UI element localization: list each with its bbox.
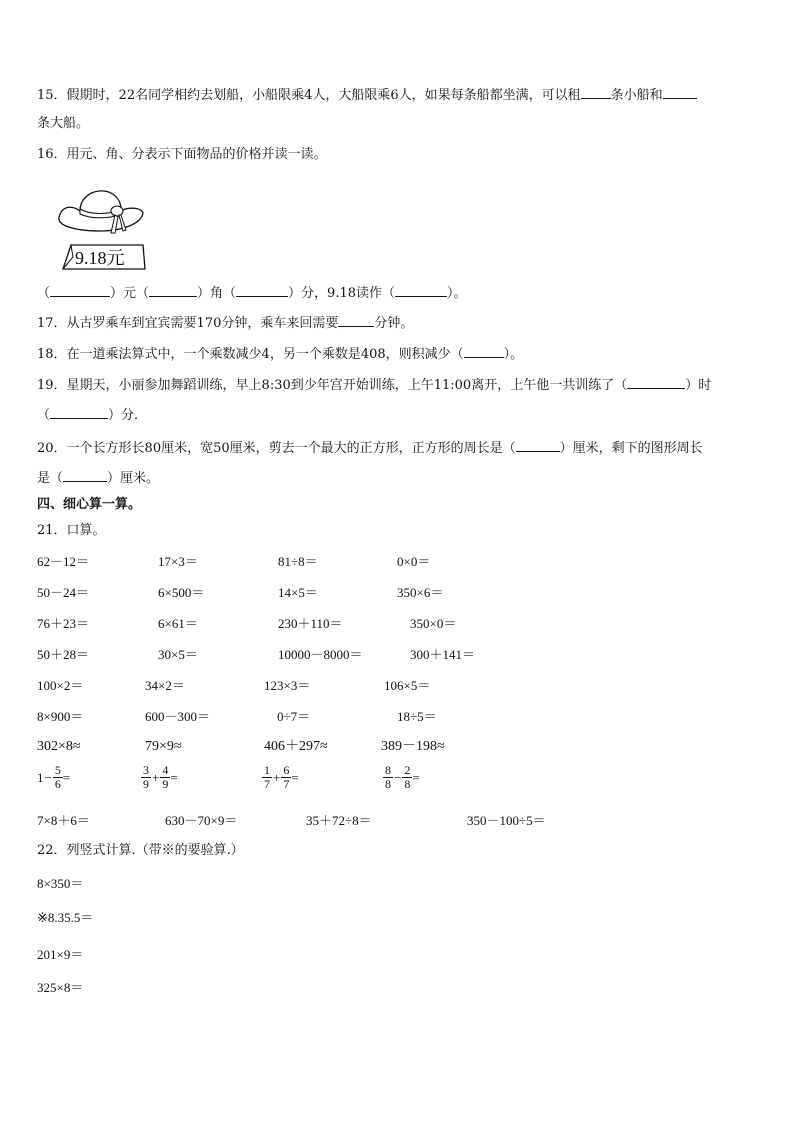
fraction-4-a-num: 8: [385, 763, 391, 777]
fraction-3-op: +: [273, 769, 281, 785]
question-16: [37, 147, 327, 163]
fraction-3-a-den: 7: [264, 777, 270, 791]
question-20-line1: [37, 439, 703, 457]
fraction-2-a: [141, 764, 151, 791]
q16-paren-3: ）角（: [197, 286, 237, 301]
q17-text-end: 分钟。: [374, 316, 414, 331]
question-15-line1: [37, 86, 697, 104]
question-19-line2: [37, 406, 138, 424]
calc-r2c3: 14×5＝: [278, 585, 318, 600]
fraction-2-b-den: 9: [162, 777, 169, 791]
vertical-calc-2: ※8.35.5＝: [37, 910, 94, 925]
calc-r2c1: 50－24＝: [37, 585, 90, 600]
calc-r5c1: 100×2＝: [37, 678, 84, 693]
fraction-4-b-den: 8: [404, 777, 411, 791]
calc-r1c2: 17×3＝: [158, 554, 198, 569]
vertical-calc-4: 325×8＝: [37, 980, 84, 995]
calc-r5c3: 123×3＝: [264, 678, 311, 693]
fraction-2-op: +: [152, 769, 160, 785]
q16-paren-2: ）元（: [110, 286, 150, 301]
q20-text: 20．一个长方形长80厘米，宽50厘米，剪去一个最大的正方形，正方形的周长是（: [37, 441, 516, 456]
q20-paren: 是（: [37, 471, 64, 486]
q15-blank-small-boats[interactable]: [581, 86, 611, 99]
calc-r3c4: 350×0＝: [410, 616, 457, 631]
calc-r5c4: 106×5＝: [384, 678, 431, 693]
calc-r6c3: 0÷7＝: [277, 709, 311, 724]
calc-r7c3: 406＋297≈: [264, 739, 328, 754]
q17-blank[interactable]: [338, 314, 374, 327]
q19-blank-hours[interactable]: [627, 376, 685, 389]
q18-blank[interactable]: [464, 345, 504, 358]
q16-paren-1: （: [37, 286, 51, 301]
fraction-expr-3: [262, 764, 299, 791]
q19-text-hours: ）时: [685, 378, 712, 393]
q15-mid: 条小船和: [610, 88, 663, 103]
q16-paren-5: ）。: [447, 286, 467, 301]
calc-r6c4: 18÷5＝: [397, 709, 437, 724]
calc-r3c3: 230＋110＝: [278, 616, 343, 631]
question-19-line1: [37, 376, 711, 394]
question-18: [37, 345, 523, 363]
question-20-line2: [37, 469, 159, 487]
fraction-4-b-num: 2: [404, 763, 411, 777]
fraction-3-eq: =: [291, 769, 299, 785]
calc-r1c4: 0×0＝: [397, 554, 431, 569]
fraction-1-op: −: [44, 769, 52, 785]
fraction-2-a-den: 9: [143, 777, 149, 791]
fraction-3-b: [281, 764, 291, 791]
q17-text: 17．从古罗乘车到宜宾需要170分钟，乘车来回需要: [37, 316, 339, 331]
question-16-answer: [37, 284, 467, 302]
vertical-calc-1: 8×350＝: [37, 876, 84, 891]
hat-image: [55, 173, 147, 273]
fraction-2-eq: =: [170, 769, 178, 785]
calc-r3c1: 76＋23＝: [37, 616, 90, 631]
calc-r2c4: 350×6＝: [397, 585, 444, 600]
question-15-line2: [37, 116, 89, 132]
q16-text: 16．用元、角、分表示下面物品的价格并读一读。: [37, 147, 327, 162]
fraction-1-eq: =: [62, 769, 71, 785]
q16-blank-fen[interactable]: [236, 284, 288, 297]
question-22-label: 22．列竖式计算.（带※的要验算.）: [37, 843, 244, 858]
calc-r7c4: 389－198≈: [381, 739, 445, 754]
calc-r4c2: 30×5＝: [158, 647, 198, 662]
fraction-3-b-num: 6: [283, 763, 290, 777]
q20-text-mid: ）厘米，剩下的图形周长: [559, 441, 703, 456]
fraction-4-b: [402, 764, 412, 791]
calc-r1c1: 62－12＝: [37, 554, 90, 569]
price-tag-label: 9.18元: [75, 248, 125, 268]
fraction-4-eq: =: [412, 769, 420, 785]
q16-blank-read[interactable]: [395, 284, 447, 297]
fraction-2-a-num: 3: [143, 763, 149, 777]
fraction-1-b-den: 6: [54, 777, 61, 791]
calc-r9c2: 630－70×9＝: [165, 813, 238, 828]
fraction-expr-1: [37, 764, 70, 791]
calc-r7c1: 302×8≈: [37, 739, 81, 754]
vertical-calc-3: 201×9＝: [37, 947, 84, 962]
q20-blank-square[interactable]: [516, 439, 560, 452]
q20-text-end: ）厘米。: [107, 471, 160, 486]
fraction-2-b-num: 4: [162, 763, 169, 777]
calc-r9c4: 350－100÷5＝: [467, 813, 546, 828]
fraction-3-a: [262, 764, 272, 791]
calc-r6c2: 600－300＝: [145, 709, 211, 724]
fraction-4-op: −: [394, 769, 402, 785]
q16-paren-4: ）分，9.18读作（: [288, 286, 395, 301]
fraction-1-b-num: 5: [54, 763, 61, 777]
calc-r9c1: 7×8＋6＝: [37, 813, 90, 828]
calc-r6c1: 8×900＝: [37, 709, 84, 724]
question-17: [37, 314, 413, 332]
fraction-4-a: [383, 764, 393, 791]
fraction-2-b: [160, 764, 170, 791]
calc-r4c3: 10000－8000＝: [278, 647, 363, 662]
q19-blank-minutes[interactable]: [50, 406, 108, 419]
q16-blank-jiao[interactable]: [149, 284, 197, 297]
fraction-3-a-num: 1: [264, 763, 270, 777]
fraction-4-a-den: 8: [385, 777, 391, 791]
question-21-label: 21．口算。: [37, 523, 106, 538]
q15-text: 15．假期时，22名同学相约去划船，小船限乘4人，大船限乘6人，如果每条船都坐满，可以租: [37, 88, 581, 103]
section-4-title: 四、细心算一算。: [37, 497, 142, 512]
q16-blank-yuan[interactable]: [50, 284, 110, 297]
calc-r1c3: 81÷8＝: [278, 554, 318, 569]
q19-paren: （: [37, 408, 51, 423]
calc-r4c4: 300＋141＝: [410, 647, 476, 662]
calc-r9c3: 35＋72÷8＝: [306, 813, 372, 828]
q19-text-minutes: ）分.: [108, 408, 139, 423]
calc-r5c2: 34×2＝: [145, 678, 185, 693]
calc-r7c2: 79×9≈: [145, 739, 182, 754]
fraction-expr-2: [141, 764, 178, 791]
q19-text: 19．星期天，小丽参加舞蹈训练，早上8:30到少年宫开始训练，上午11:00离开，上午他一共训练了（: [37, 378, 628, 393]
calc-r2c2: 6×500＝: [158, 585, 205, 600]
calc-r4c1: 50＋28＝: [37, 647, 90, 662]
calc-r3c2: 6×61＝: [158, 616, 198, 631]
q20-blank-remaining[interactable]: [63, 469, 107, 482]
q15-blank-big-boats[interactable]: [663, 86, 697, 99]
fraction-1-b: [53, 764, 63, 791]
q15-text-end: 条大船。: [37, 116, 90, 131]
q18-text-end: ）。: [503, 347, 524, 362]
fraction-expr-4: [383, 764, 420, 791]
q18-text: 18．在一道乘法算式中，一个乘数减少4，另一个乘数是408，则积减少（: [37, 347, 464, 362]
fraction-3-b-den: 7: [283, 777, 290, 791]
fraction-1-whole: 1: [37, 769, 44, 785]
